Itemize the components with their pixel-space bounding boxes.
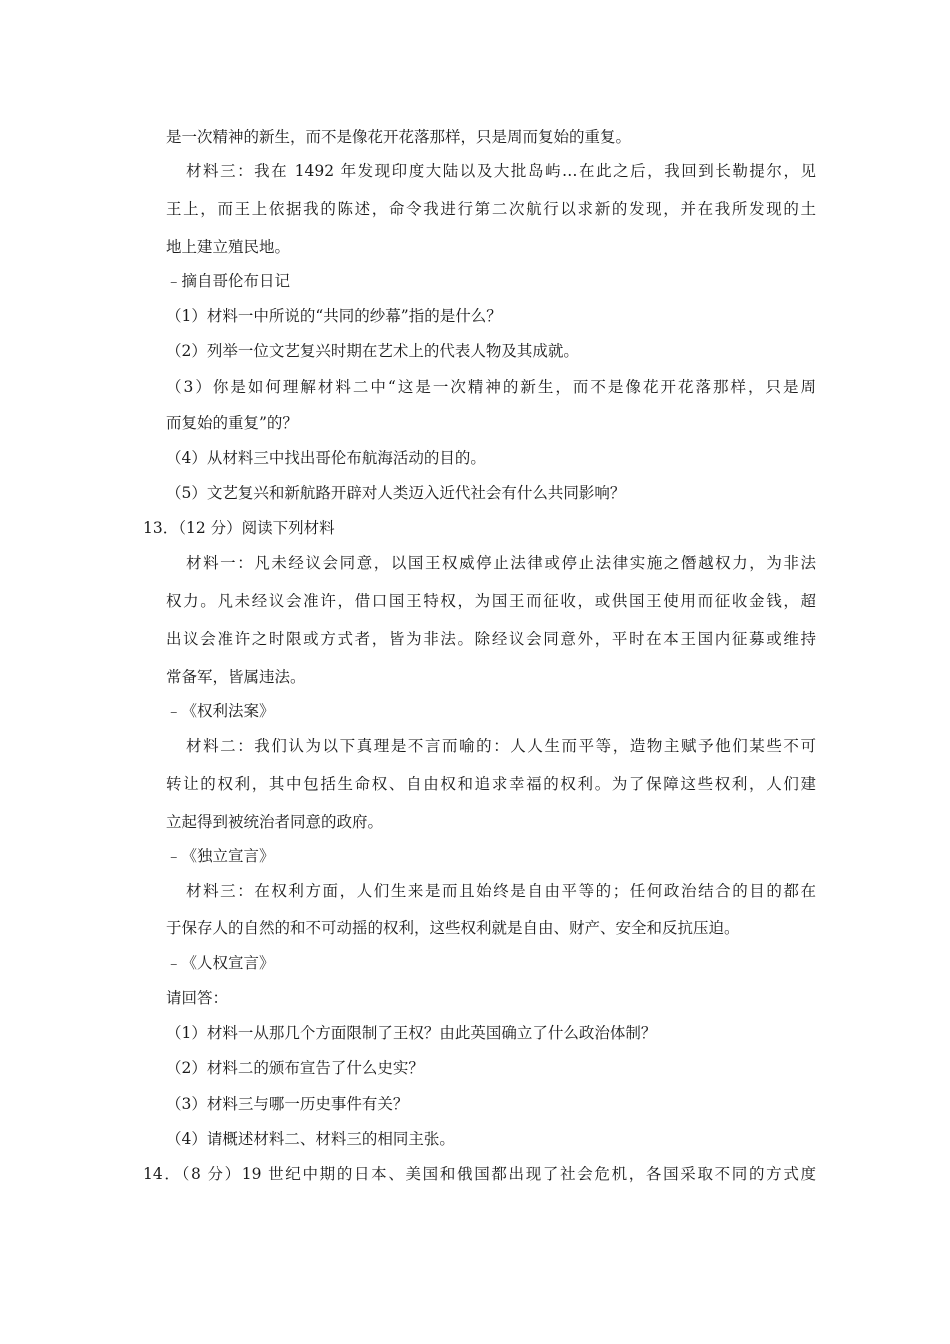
q12-question-2: （2）列举一位文艺复兴时期在艺术上的代表人物及其成就。 <box>166 342 579 360</box>
q12-material3-line-2: 王上，而王上依据我的陈述，命令我进行第二次航行以求新的发现，并在我所发现的土 <box>166 200 816 218</box>
q13-header: 13．（12 分）阅读下列材料 <box>143 519 335 537</box>
q13-question-4: （4）请概述材料二、材料三的相同主张。 <box>166 1130 455 1148</box>
q12-question-5: （5）文艺复兴和新航路开辟对人类迈入近代社会有什么共同影响？ <box>166 484 626 502</box>
q12-material3-line-3: 地上建立殖民地。 <box>166 238 291 256</box>
q12-question-3-line-1: （3）你是如何理解材料二中“这是一次精神的新生，而不是像花开花落那样，只是周 <box>166 378 816 396</box>
q12-material3-line-1: 材料三：我在 1492 年发现印度大陆以及大批岛屿…在此之后，我回到长勒提尔，见 <box>186 162 816 180</box>
q13-material1-line-1: 材料一：凡未经议会同意，以国王权威停止法律或停止法律实施之僭越权力，为非法 <box>186 554 816 572</box>
q13-material3-line-1: 材料三：在权利方面，人们生来是而且始终是自由平等的；任何政治结合的目的都在 <box>186 882 816 900</box>
q12-question-1: （1）材料一中所说的“共同的纱幕”指的是什么？ <box>166 307 502 325</box>
q13-material1-line-2: 权力。凡未经议会准许，借口国王特权，为国王而征收，或供国王使用而征收金钱，超 <box>166 592 816 610</box>
q13-material2-line-3: 立起得到被统治者同意的政府。 <box>166 813 384 831</box>
q13-prompt: 请回答： <box>166 989 229 1007</box>
q13-question-3: （3）材料三与哪一历史事件有关？ <box>166 1095 409 1113</box>
q13-question-2: （2）材料二的颁布宣告了什么史实？ <box>166 1059 424 1077</box>
q13-material1-line-3: 出议会准许之时限或方式者，皆为非法。除经议会同意外，平时在本王国内征募或维持 <box>166 630 816 648</box>
q13-material2-source: ﹣《独立宣言》 <box>166 847 275 865</box>
q12-material2-tail: 是一次精神的新生，而不是像花开花落那样，只是周而复始的重复。 <box>166 128 632 146</box>
q13-question-1: （1）材料一从那几个方面限制了王权？由此英国确立了什么政治体制？ <box>166 1024 657 1042</box>
q13-material1-line-4: 常备军，皆属违法。 <box>166 668 306 686</box>
q13-material2-line-1: 材料二：我们认为以下真理是不言而喻的：人人生而平等，造物主赋予他们某些不可 <box>186 737 816 755</box>
q13-material3-source: ﹣《人权宣言》 <box>166 954 275 972</box>
q13-material1-source: ﹣《权利法案》 <box>166 702 275 720</box>
q14-header: 14．（8 分）19 世纪中期的日本、美国和俄国都出现了社会危机，各国采取不同的方式度 <box>143 1165 816 1183</box>
q13-material2-line-2: 转让的权利，其中包括生命权、自由权和追求幸福的权利。为了保障这些权利，人们建 <box>166 775 816 793</box>
q13-material3-line-2: 于保存人的自然的和不可动摇的权利，这些权利就是自由、财产、安全和反抗压迫。 <box>166 919 740 937</box>
q12-question-4: （4）从材料三中找出哥伦布航海活动的目的。 <box>166 449 486 467</box>
q12-material3-source: ﹣摘自哥伦布日记 <box>166 272 291 290</box>
q12-question-3-line-2: 而复始的重复”的？ <box>166 414 298 432</box>
